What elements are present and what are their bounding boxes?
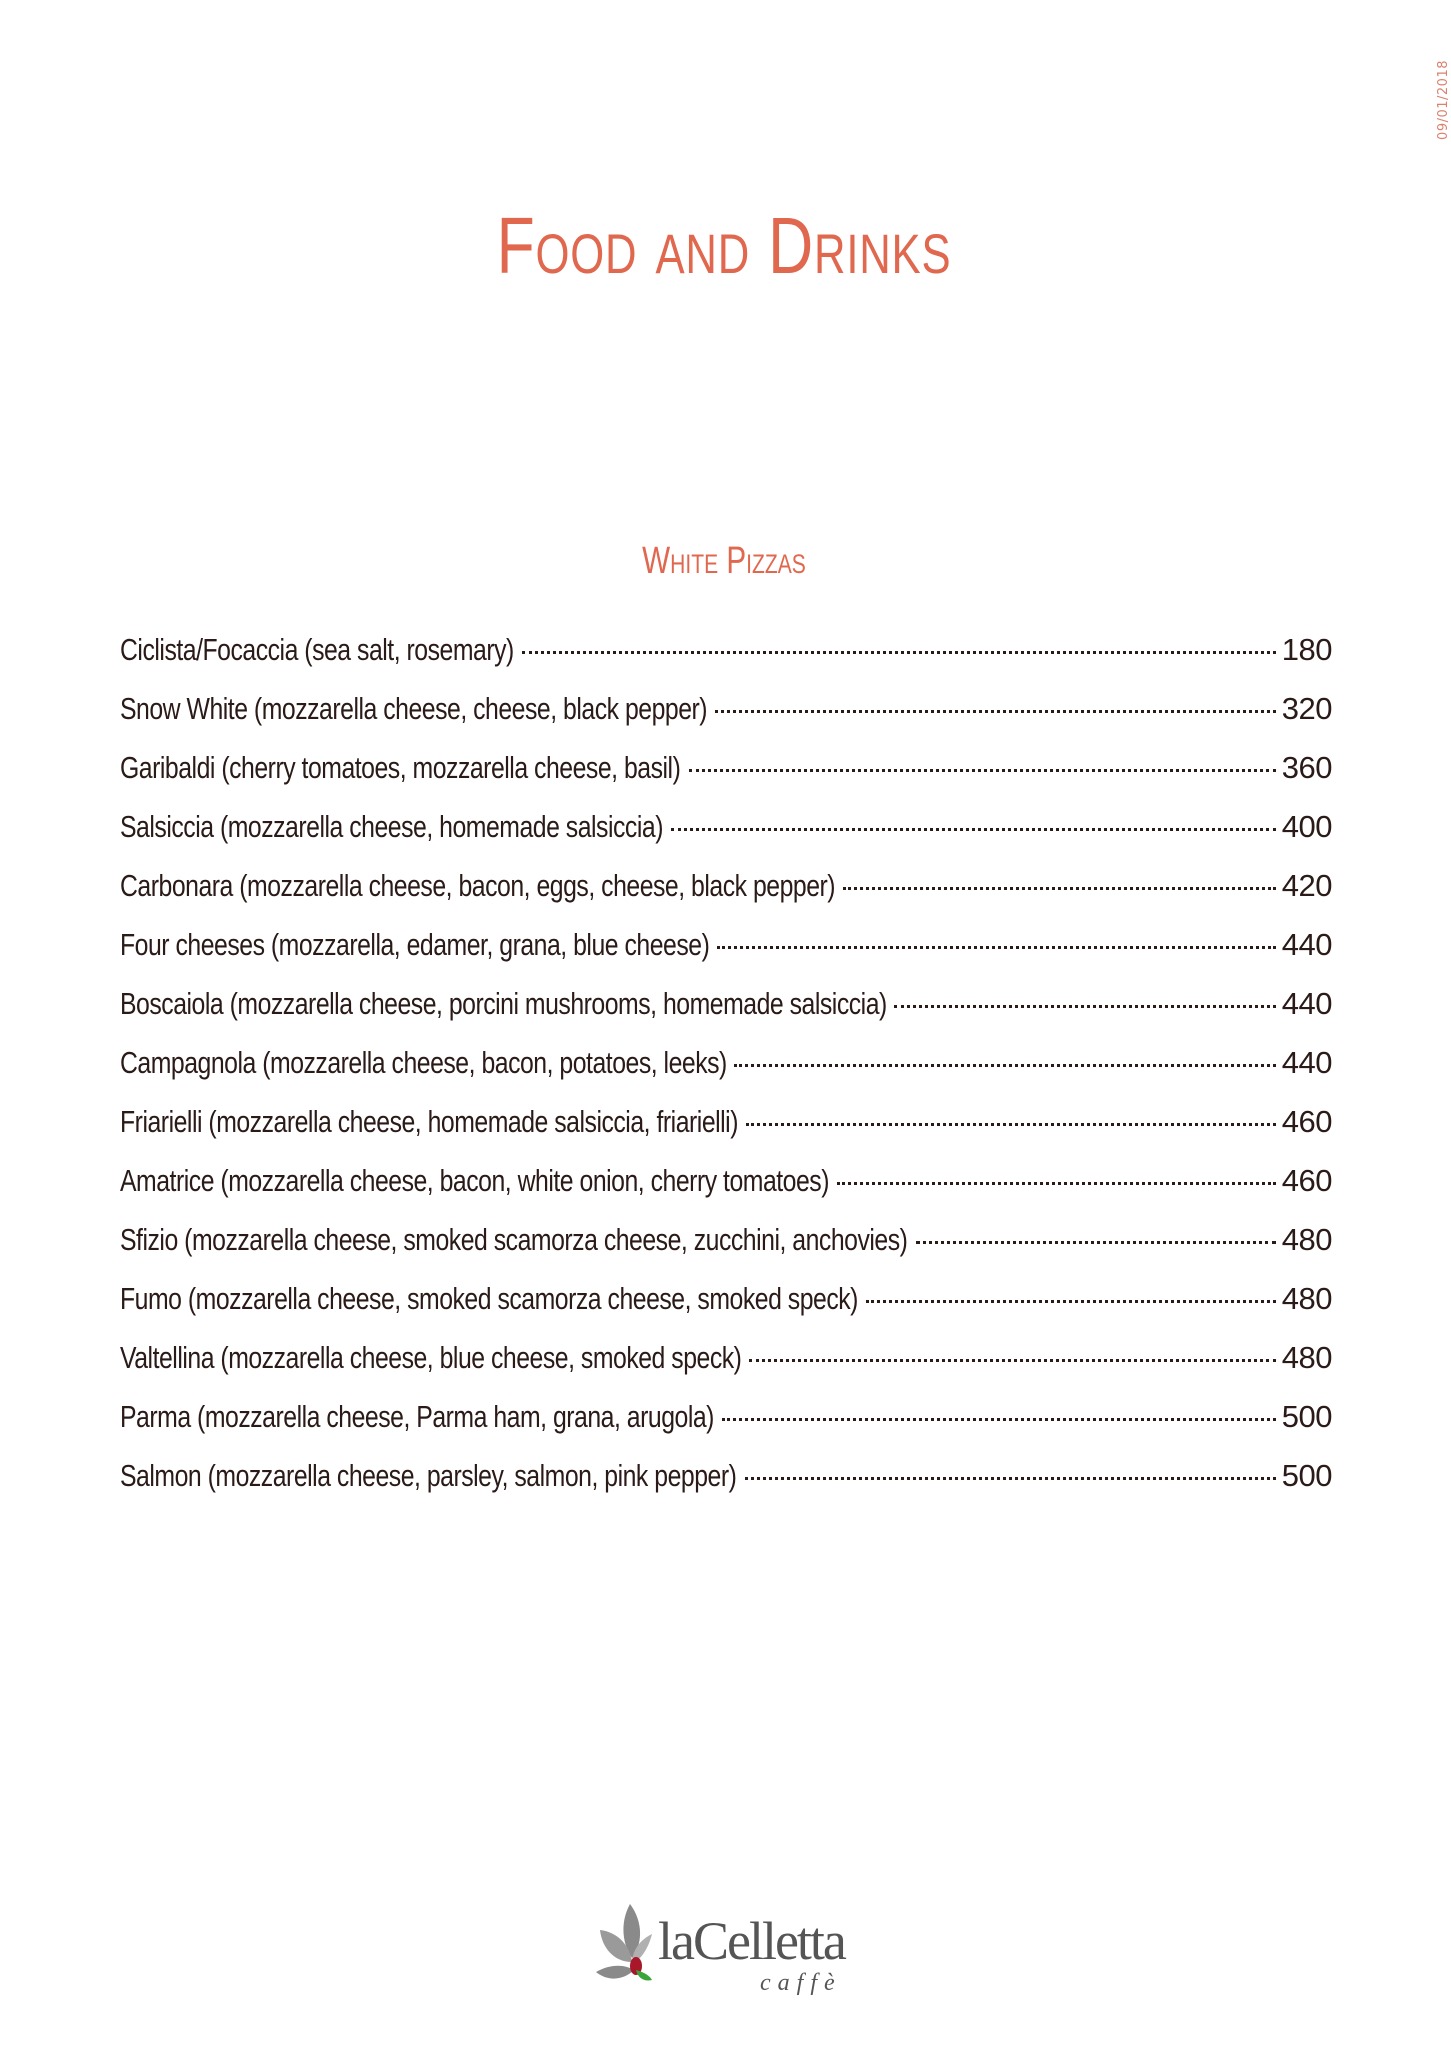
menu-item-name: Ciclista/Focaccia (sea salt, rosemary) <box>120 632 514 667</box>
dot-leader <box>894 1005 1275 1008</box>
menu-item-price: 480 <box>1281 1340 1332 1375</box>
menu-item-name: Four cheeses (mozzarella, edamer, grana, blue cheese) <box>120 927 710 962</box>
dot-leader <box>837 1182 1276 1185</box>
menu-item-price: 400 <box>1281 809 1332 844</box>
menu-item-name: Garibaldi (cherry tomatoes, mozzarella cheese, basil) <box>120 750 681 785</box>
menu-item <box>120 1104 1332 1163</box>
menu-item <box>120 691 1332 750</box>
dot-leader <box>746 1123 1276 1126</box>
page-title: Food and Drinks <box>496 201 952 290</box>
menu-item-price: 440 <box>1281 986 1332 1021</box>
menu-item <box>120 927 1332 986</box>
menu-item-name: Parma (mozzarella cheese, Parma ham, grana, arugola) <box>120 1399 714 1434</box>
menu-item-name: Salsiccia (mozzarella cheese, homemade salsiccia) <box>120 809 663 844</box>
menu-item-price: 320 <box>1281 691 1332 726</box>
brand-name: laCelletta <box>658 1911 845 1971</box>
menu-item-name: Campagnola (mozzarella cheese, bacon, potatoes, leeks) <box>120 1045 727 1080</box>
menu-item-price: 360 <box>1281 750 1332 785</box>
menu-item-name: Sfizio (mozzarella cheese, smoked scamorza cheese, zucchini, anchovies) <box>120 1222 908 1257</box>
dot-leader <box>866 1300 1275 1303</box>
menu-item <box>120 632 1332 691</box>
menu-item-name: Salmon (mozzarella cheese, parsley, salmon, pink pepper) <box>120 1458 737 1493</box>
menu-item-name: Amatrice (mozzarella cheese, bacon, white onion, cherry tomatoes) <box>120 1163 829 1198</box>
dot-leader <box>916 1241 1276 1244</box>
dot-leader <box>671 828 1276 831</box>
menu-item <box>120 1045 1332 1104</box>
menu-item <box>120 986 1332 1045</box>
brand-logo <box>592 1900 862 2010</box>
menu-item-name: Valtellina (mozzarella cheese, blue cheese, smoked speck) <box>120 1340 742 1375</box>
menu-item-price: 440 <box>1281 1045 1332 1080</box>
menu-item-price: 180 <box>1281 632 1332 667</box>
menu-item-price: 420 <box>1281 868 1332 903</box>
dot-leader <box>689 769 1276 772</box>
date-stamp: 09/01/2018 <box>1436 60 1451 140</box>
dot-leader <box>522 651 1276 654</box>
dot-leader <box>717 946 1276 949</box>
dot-leader <box>715 710 1276 713</box>
brand-subtitle: caffè <box>760 1970 842 1996</box>
menu-item-price: 460 <box>1281 1104 1332 1139</box>
menu-item <box>120 1458 1332 1517</box>
menu-item <box>120 750 1332 809</box>
menu-item-name: Carbonara (mozzarella cheese, bacon, eggs, cheese, black pepper) <box>120 868 836 903</box>
menu-item <box>120 1163 1332 1222</box>
dot-leader <box>843 887 1276 890</box>
menu-item-name: Fumo (mozzarella cheese, smoked scamorza cheese, smoked speck) <box>120 1281 858 1316</box>
menu-item <box>120 1340 1332 1399</box>
section-title: White Pizzas <box>642 540 806 582</box>
leaves-logo-icon <box>592 1900 662 2000</box>
menu-item <box>120 1399 1332 1458</box>
menu-item <box>120 868 1332 927</box>
menu-list <box>120 632 1332 1517</box>
menu-item-price: 500 <box>1281 1399 1332 1434</box>
menu-item-name: Boscaiola (mozzarella cheese, porcini mushrooms, homemade salsiccia) <box>120 986 887 1021</box>
menu-item-price: 500 <box>1281 1458 1332 1493</box>
menu-item <box>120 1222 1332 1281</box>
dot-leader <box>734 1064 1275 1067</box>
menu-item <box>120 1281 1332 1340</box>
menu-item-name: Snow White (mozzarella cheese, cheese, black pepper) <box>120 691 708 726</box>
menu-item <box>120 809 1332 868</box>
menu-item-price: 440 <box>1281 927 1332 962</box>
menu-item-price: 460 <box>1281 1163 1332 1198</box>
dot-leader <box>749 1359 1276 1362</box>
dot-leader <box>745 1477 1276 1480</box>
menu-item-name: Friarielli (mozzarella cheese, homemade salsiccia, friarielli) <box>120 1104 738 1139</box>
dot-leader <box>722 1418 1275 1421</box>
menu-item-price: 480 <box>1281 1222 1332 1257</box>
menu-item-price: 480 <box>1281 1281 1332 1316</box>
